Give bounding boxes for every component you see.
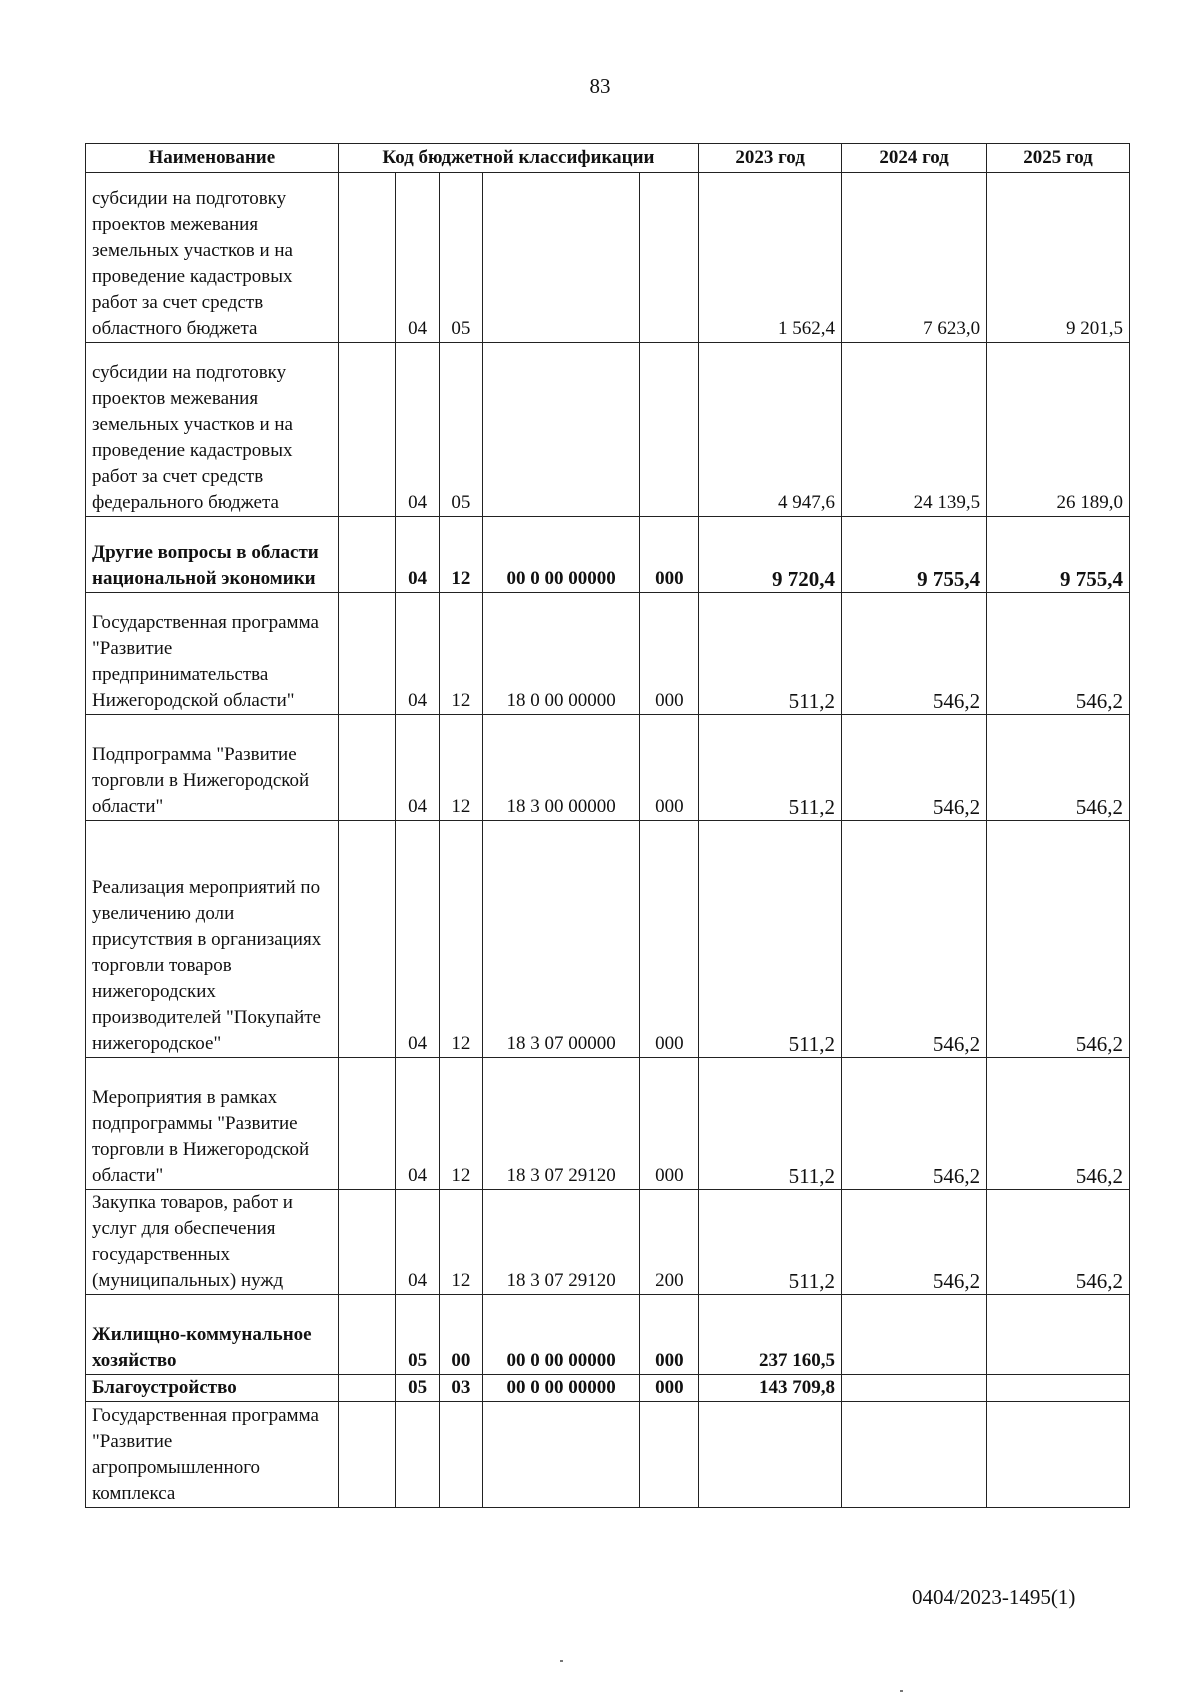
row-value-2024: 546,2 [842, 821, 987, 1058]
row-code-target: 00 0 00 00000 [482, 1295, 640, 1375]
row-value-2023: 511,2 [699, 715, 842, 821]
row-value-2024: 9 755,4 [842, 517, 987, 593]
row-value-2023: 511,2 [699, 821, 842, 1058]
row-code-expense [640, 1402, 699, 1508]
row-name: Закупка товаров, работ и услуг для обеспечения государственных (муниципальных) нужд [86, 1190, 339, 1295]
row-code-subsection: 05 [440, 343, 483, 517]
row-code-expense [640, 343, 699, 517]
row-value-2025 [987, 1295, 1130, 1375]
row-name: Подпрограмма "Развитие торговли в Нижегородской области" [86, 715, 339, 821]
budget-table [85, 143, 1130, 1508]
row-value-2023: 511,2 [699, 1190, 842, 1295]
row-code-subsection: 05 [440, 173, 483, 343]
row-value-2025: 9 201,5 [987, 173, 1130, 343]
row-code-target: 18 3 07 00000 [482, 821, 640, 1058]
row-code-subsection: 12 [440, 821, 483, 1058]
row-value-2025: 546,2 [987, 1190, 1130, 1295]
row-code-target: 18 3 07 29120 [482, 1058, 640, 1190]
table-header-row [86, 144, 1130, 173]
row-code-target: 18 3 00 00000 [482, 715, 640, 821]
row-code-expense [640, 173, 699, 343]
row-value-2024: 546,2 [842, 1058, 987, 1190]
row-code-subsection: 03 [440, 1375, 483, 1402]
table-row [86, 517, 1130, 593]
row-name: Мероприятия в рамках подпрограммы "Развитие торговли в Нижегородской области" [86, 1058, 339, 1190]
row-value-2025 [987, 1375, 1130, 1402]
row-code-section: 05 [396, 1295, 440, 1375]
header-name: Наименование [86, 144, 339, 173]
row-code-target [482, 173, 640, 343]
row-code-subsection [440, 1402, 483, 1508]
row-name: субсидии на подготовку проектов межевания земельных участков и на проведение кадастровых работ за счет средств федерального бюджета [86, 343, 339, 517]
row-value-2024 [842, 1402, 987, 1508]
row-value-2025: 546,2 [987, 1058, 1130, 1190]
row-name: Жилищно-коммунальное хозяйство [86, 1295, 339, 1375]
row-value-2023: 511,2 [699, 1058, 842, 1190]
row-value-2025: 9 755,4 [987, 517, 1130, 593]
scan-speck [560, 1660, 563, 1662]
row-value-2023 [699, 1402, 842, 1508]
row-code-subsection: 12 [440, 1058, 483, 1190]
row-name: Другие вопросы в области национальной экономики [86, 517, 339, 593]
row-code-section: 04 [396, 1190, 440, 1295]
row-code-section: 04 [396, 821, 440, 1058]
row-value-2025: 546,2 [987, 821, 1130, 1058]
row-value-2023: 9 720,4 [699, 517, 842, 593]
row-code-section: 05 [396, 1375, 440, 1402]
row-value-2025: 546,2 [987, 715, 1130, 821]
document-registration-code: 0404/2023-1495(1) [912, 1585, 1076, 1609]
row-name: Реализация мероприятий по увеличению доли присутствия в организациях торговли товаров нижегородских производителей "Покупайте нижегородское" [86, 821, 339, 1058]
header-2023: 2023 год [699, 144, 842, 173]
table-row [86, 715, 1130, 821]
row-code-target: 18 0 00 00000 [482, 593, 640, 715]
row-value-2025: 26 189,0 [987, 343, 1130, 517]
table-row [86, 1375, 1130, 1402]
page-number: 83 [589, 74, 611, 98]
row-value-2023: 143 709,8 [699, 1375, 842, 1402]
table-row [86, 593, 1130, 715]
table-row [86, 1402, 1130, 1508]
row-code-expense: 000 [640, 1058, 699, 1190]
row-code-section [396, 1402, 440, 1508]
row-code-subsection: 12 [440, 517, 483, 593]
row-code-section: 04 [396, 593, 440, 715]
table-row [86, 821, 1130, 1058]
row-code-target: 18 3 07 29120 [482, 1190, 640, 1295]
row-value-2023: 1 562,4 [699, 173, 842, 343]
row-code-expense: 200 [640, 1190, 699, 1295]
header-2024: 2024 год [842, 144, 987, 173]
table-row [86, 173, 1130, 343]
row-code-expense: 000 [640, 1375, 699, 1402]
header-2025: 2025 год [987, 144, 1130, 173]
row-value-2023: 237 160,5 [699, 1295, 842, 1375]
row-code-expense: 000 [640, 593, 699, 715]
header-code: Код бюджетной классификации [338, 144, 698, 173]
table-row [86, 343, 1130, 517]
row-code-section: 04 [396, 517, 440, 593]
row-value-2024: 7 623,0 [842, 173, 987, 343]
row-code-target: 00 0 00 00000 [482, 1375, 640, 1402]
table-row [86, 1190, 1130, 1295]
row-code-section: 04 [396, 1058, 440, 1190]
row-code-target [482, 1402, 640, 1508]
row-value-2024: 24 139,5 [842, 343, 987, 517]
scan-speck [900, 1690, 903, 1692]
row-value-2024: 546,2 [842, 593, 987, 715]
row-value-2024 [842, 1375, 987, 1402]
row-value-2023: 511,2 [699, 593, 842, 715]
row-code-target [482, 343, 640, 517]
row-code-subsection: 12 [440, 1190, 483, 1295]
row-value-2025 [987, 1402, 1130, 1508]
row-value-2024: 546,2 [842, 715, 987, 821]
table-row [86, 1058, 1130, 1190]
row-code-subsection: 12 [440, 593, 483, 715]
row-code-section: 04 [396, 173, 440, 343]
row-code-expense: 000 [640, 517, 699, 593]
row-name: Государственная программа "Развитие предпринимательства Нижегородской области" [86, 593, 339, 715]
row-value-2024 [842, 1295, 987, 1375]
table-row [86, 1295, 1130, 1375]
row-value-2025: 546,2 [987, 593, 1130, 715]
row-code-target: 00 0 00 00000 [482, 517, 640, 593]
row-code-section: 04 [396, 343, 440, 517]
row-code-expense: 000 [640, 1295, 699, 1375]
row-name: субсидии на подготовку проектов межевания земельных участков и на проведение кадастровых работ за счет средств областного бюджета [86, 173, 339, 343]
row-code-subsection: 00 [440, 1295, 483, 1375]
row-code-expense: 000 [640, 715, 699, 821]
row-name: Благоустройство [86, 1375, 339, 1402]
row-code-subsection: 12 [440, 715, 483, 821]
row-value-2024: 546,2 [842, 1190, 987, 1295]
row-code-section: 04 [396, 715, 440, 821]
row-value-2023: 4 947,6 [699, 343, 842, 517]
row-code-expense: 000 [640, 821, 699, 1058]
row-name: Государственная программа "Развитие агропромышленного комплекса [86, 1402, 339, 1508]
